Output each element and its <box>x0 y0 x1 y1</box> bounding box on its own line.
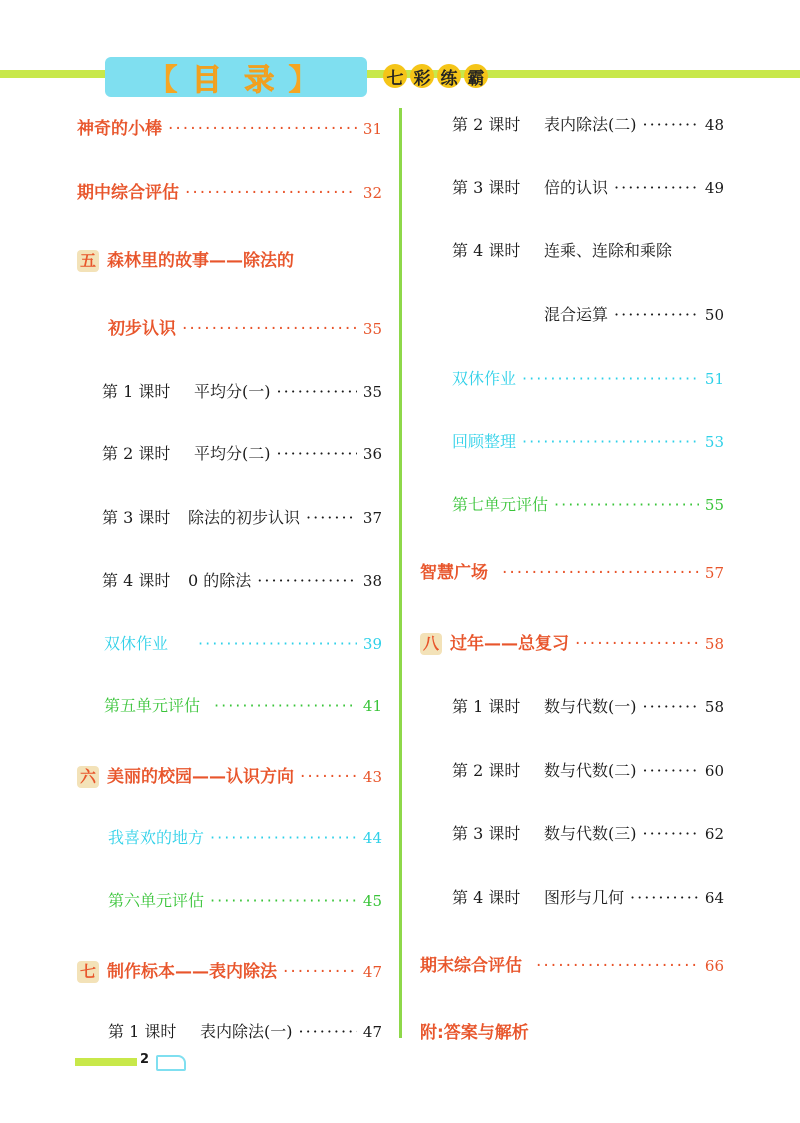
unit-badge: 八 <box>420 633 442 655</box>
lesson-entry[interactable]: 第 3 课时 倍的认识 ····· 49 <box>452 175 724 198</box>
toc-entry[interactable]: 神奇的小棒 ····· 31 <box>77 114 382 139</box>
unit-heading[interactable]: 六 美丽的校园——认识方向 ····· 43 <box>77 762 382 788</box>
unit-badge: 七 <box>77 961 99 983</box>
page-title-text: 目 录 <box>191 63 281 98</box>
unit-badge: 五 <box>77 250 99 272</box>
toc-entry[interactable]: 双休作业 ····· 51 <box>452 366 724 389</box>
unit-heading[interactable]: 五 森林里的故事——除法的 <box>77 246 382 272</box>
lesson-entry[interactable]: 第 1 课时 表内除法(一) ····· 47 <box>108 1019 382 1042</box>
lesson-entry[interactable]: 第 1 课时 平均分(一) ····· 35 <box>102 379 382 402</box>
lesson-entry[interactable]: 第 2 课时 表内除法(二) ····· 48 <box>452 112 724 135</box>
page-number: 2 <box>140 1052 150 1067</box>
lesson-entry[interactable]: 第 3 课时 除法的初步认识 ····· 37 <box>102 505 382 528</box>
toc-entry[interactable]: 期中综合评估 ····· 32 <box>77 178 382 203</box>
lesson-entry[interactable]: 第 2 课时 数与代数(二) ····· 60 <box>452 758 724 781</box>
toc-entry[interactable]: 初步认识 ····· 35 <box>108 314 382 339</box>
unit-heading[interactable]: 八 过年——总复习 ····· 58 <box>420 629 724 655</box>
lesson-entry[interactable]: 第 4 课时 图形与几何 ····· 64 <box>452 885 724 908</box>
column-divider <box>399 108 402 1038</box>
toc-entry[interactable]: 期末综合评估 ····· 66 <box>420 951 724 976</box>
lesson-entry[interactable]: 第 4 课时 0 的除法 ····· 38 <box>102 568 382 591</box>
toc-entry[interactable]: 回顾整理 ····· 53 <box>452 429 724 452</box>
toc-entry[interactable]: 智慧广场 ····· 57 <box>420 558 724 583</box>
lesson-entry-continued[interactable]: 混合运算 ····· 50 <box>544 302 724 325</box>
toc-entry[interactable]: 附:答案与解析 <box>420 1023 529 1043</box>
lesson-entry[interactable]: 第 4 课时 连乘、连除和乘除 <box>452 241 673 260</box>
folder-tab-icon <box>156 1055 186 1071</box>
lesson-entry[interactable]: 第 1 课时 数与代数(一) ····· 58 <box>452 694 724 717</box>
toc-entry[interactable]: 我喜欢的地方 ····· 44 <box>108 825 382 848</box>
toc-entry[interactable]: 双休作业 ····· 39 <box>104 631 382 654</box>
lesson-entry[interactable]: 第 2 课时 平均分(二) ····· 36 <box>102 441 382 464</box>
unit-badge: 六 <box>77 766 99 788</box>
page-title: 【 目 录 】 <box>105 57 367 97</box>
unit-heading[interactable]: 七 制作标本——表内除法 ····· 47 <box>77 957 382 983</box>
toc-entry[interactable]: 第五单元评估 ····· 41 <box>104 693 382 716</box>
brand-logo: 七 彩 练 霸 <box>383 64 488 90</box>
toc-entry[interactable]: 第七单元评估 ····· 55 <box>452 492 724 515</box>
lesson-entry[interactable]: 第 3 课时 数与代数(三) ····· 62 <box>452 821 724 844</box>
toc-entry[interactable]: 第六单元评估 ····· 45 <box>108 888 382 911</box>
footer-rule <box>75 1058 137 1066</box>
